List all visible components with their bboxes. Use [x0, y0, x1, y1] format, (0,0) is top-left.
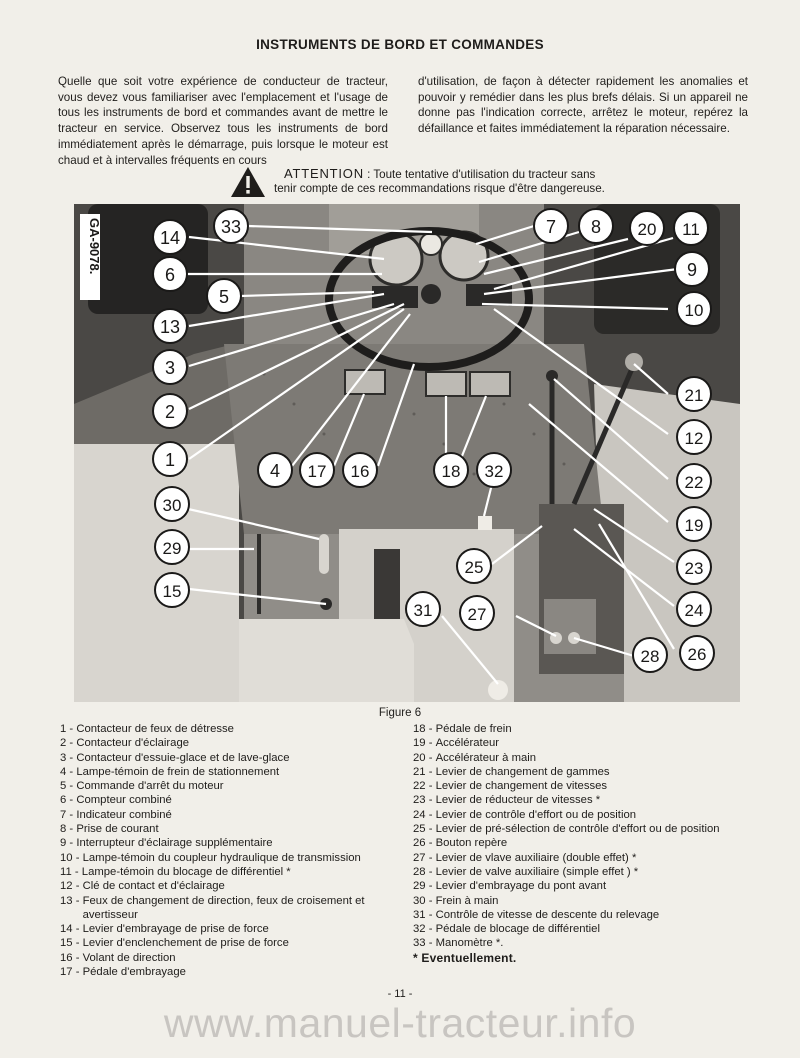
- intro-paragraph-right: d'utilisation, de façon à détecter rapidement les anomalies et pouvoir y remédier dans les plus brefs délais. Si un appareil ne donne pas l'indication correcte, arrêtez le moteur, repérez la défaillance et faites immédiatement la réparation nécessaire.: [418, 75, 748, 136]
- callout-29: [155, 530, 189, 564]
- legend-item: 22 - Levier de changement de vitesses: [413, 780, 608, 793]
- legend-item: 9 - Interrupteur d'éclairage supplémentaire: [60, 837, 273, 850]
- legend-item: 30 - Frein à main: [413, 894, 499, 907]
- legend-item: 23 - Levier de réducteur de vitesses *: [413, 794, 601, 807]
- svg-text:18: 18: [441, 462, 461, 481]
- legend-note: * Eventuellement.: [413, 950, 517, 965]
- callout-8: [579, 209, 613, 243]
- callout-21: [677, 377, 711, 411]
- page-number: - 11 -: [387, 988, 413, 1000]
- left-fender: [74, 444, 239, 702]
- figure-caption: Figure 6: [378, 707, 422, 719]
- legend-item: 1 - Contacteur de feux de détresse: [60, 723, 234, 735]
- svg-text:12: 12: [684, 429, 704, 448]
- callout-3: [153, 350, 187, 384]
- callout-14: [153, 220, 187, 254]
- legend-item: 24 - Levier de contrôle d'effort ou de position: [413, 808, 637, 821]
- legend-item: 3 - Contacteur d'essuie-glace et de lave-glace: [60, 751, 290, 764]
- legend-item: 19 - Accélérateur: [413, 737, 500, 750]
- warning-line-1: [284, 166, 595, 181]
- svg-text:27: 27: [467, 605, 487, 624]
- callout-22: [677, 464, 711, 498]
- legend-item: 28 - Levier de valve auxiliaire (simple effet ) *: [413, 865, 639, 878]
- pressure-gauge: [420, 233, 442, 255]
- svg-text:14: 14: [159, 228, 181, 248]
- legend-item: 25 - Levier de pré-sélection de contrôle d'effort ou de position: [413, 823, 720, 836]
- svg-text:25: 25: [464, 558, 484, 577]
- svg-text:32: 32: [484, 462, 504, 481]
- svg-text:1: 1: [164, 450, 176, 470]
- left-tyre: [88, 204, 208, 314]
- legend-item: 4 - Lampe-témoin de frein de stationnement: [60, 765, 280, 778]
- svg-text:23: 23: [684, 559, 704, 578]
- warning-icon: [230, 166, 266, 198]
- legend-item: 18 - Pédale de frein: [413, 723, 512, 735]
- legend-item: 5 - Commande d'arrêt du moteur: [60, 780, 224, 793]
- legend-item: 26 - Bouton repère: [413, 837, 508, 850]
- legend-item: 29 - Levier d'embrayage du pont avant: [413, 880, 607, 893]
- callout-2: [153, 394, 187, 428]
- svg-text:5: 5: [218, 287, 230, 307]
- handbrake-lever: [319, 534, 329, 574]
- legend-item: 8 - Prise de courant: [60, 823, 159, 836]
- svg-text:2: 2: [164, 402, 176, 422]
- callout-6: [153, 257, 187, 291]
- legend-item: 11 - Lampe-témoin du blocage de différentiel *: [60, 865, 291, 878]
- legend-item: 14 - Levier d'embrayage de prise de force: [60, 923, 269, 936]
- callout-27: [460, 596, 494, 630]
- callout-30: [155, 487, 189, 521]
- svg-text:6: 6: [164, 265, 176, 285]
- callout-11: [674, 211, 708, 245]
- svg-text:4: 4: [269, 461, 281, 481]
- warning-line-2: tenir compte de ces recommandations risque d'être dangereuse.: [274, 182, 605, 195]
- svg-text:16: 16: [350, 462, 370, 481]
- svg-text:7: 7: [545, 217, 557, 237]
- svg-text:33: 33: [220, 217, 242, 237]
- legend-list-right: [413, 722, 758, 965]
- legend-item: 16 - Volant de direction: [60, 951, 176, 964]
- watermark: www.manuel-tracteur.info: [163, 1000, 637, 1046]
- legend-item: 12 - Clé de contact et d'éclairage: [60, 880, 225, 893]
- svg-text:28: 28: [640, 647, 660, 666]
- callout-1: [153, 442, 187, 476]
- callout-17: [300, 453, 334, 487]
- svg-text:22: 22: [684, 473, 704, 492]
- svg-text:9: 9: [686, 260, 698, 280]
- callout-26: [680, 636, 714, 670]
- callout-16: [343, 453, 377, 487]
- diff-lock-pedal: [478, 516, 492, 530]
- svg-text:31: 31: [413, 601, 433, 620]
- svg-text:15: 15: [162, 582, 182, 601]
- callout-23: [677, 550, 711, 584]
- callout-15: [155, 573, 189, 607]
- svg-text:20: 20: [637, 220, 657, 239]
- legend-item: 27 - Levier de vlave auxiliaire (double effet) *: [413, 851, 637, 864]
- svg-text:19: 19: [684, 516, 704, 535]
- callout-9: [675, 252, 709, 286]
- callout-24: [677, 592, 711, 626]
- callout-28: [633, 638, 667, 672]
- callout-32: [477, 453, 511, 487]
- callout-31: [406, 592, 440, 626]
- callout-25: [457, 549, 491, 583]
- warning-label: ATTENTION: [284, 166, 364, 181]
- svg-text:21: 21: [684, 386, 704, 405]
- legend-item: 33 - Manomètre *.: [413, 937, 504, 950]
- legend-item: 20 - Accélérateur à main: [413, 751, 537, 764]
- brake-pedal-right: [470, 372, 510, 396]
- callout-7: [534, 209, 568, 243]
- brake-pedal-left: [426, 372, 466, 396]
- callout-12: [677, 420, 711, 454]
- svg-text:30: 30: [162, 496, 182, 515]
- figure-code: GA-9078.: [87, 218, 102, 275]
- callout-20: [630, 211, 664, 245]
- legend-item: 21 - Levier de changement de gammes: [413, 765, 610, 778]
- svg-text:10: 10: [684, 301, 704, 320]
- svg-text:3: 3: [164, 358, 176, 378]
- callout-10: [677, 292, 711, 326]
- svg-text:29: 29: [162, 539, 182, 558]
- legend-item: 17 - Pédale d'embrayage: [60, 966, 186, 979]
- callout-4: [258, 453, 292, 487]
- legend-item: 32 - Pédale de blocage de différentiel: [413, 923, 600, 936]
- callout-18: [434, 453, 468, 487]
- callout-5: [207, 279, 241, 313]
- warning-text-1: : Toute tentative d'utilisation du tracteur sans: [363, 168, 596, 181]
- legend-item: 10 - Lampe-témoin du coupleur hydraulique de transmission: [60, 851, 361, 864]
- callout-13: [153, 309, 187, 343]
- intro-paragraph-left: Quelle que soit votre expérience de conducteur de tracteur, vous devez vous familiariser avec l'emplacement et l'usage de tous les instruments de bord et commandes avant de mettre le tracteur en service. Observez tous les instruments de bord immédiatement après le démarrage, puis lorsque le moteur est chaud et à intervalles fréquents en cours: [58, 75, 388, 167]
- page-title: INSTRUMENTS DE BORD ET COMMANDES: [256, 37, 544, 52]
- svg-text:24: 24: [684, 601, 704, 620]
- svg-text:17: 17: [307, 462, 327, 481]
- legend-item: 13 - Feux de changement de direction, feux de croisement et avertisseur: [60, 894, 365, 921]
- svg-text:13: 13: [159, 317, 181, 337]
- svg-text:8: 8: [590, 217, 602, 237]
- legend-item: 2 - Contacteur d'éclairage: [60, 737, 190, 750]
- svg-text:11: 11: [682, 220, 700, 239]
- legend-item: 15 - Levier d'enclenchement de prise de force: [60, 937, 289, 950]
- cockpit-figure: [74, 204, 740, 702]
- legend-item: 31 - Contrôle de vitesse de descente du relevage: [413, 908, 660, 921]
- svg-text:26: 26: [687, 645, 707, 664]
- warning-block: [230, 166, 650, 206]
- callout-33: [214, 209, 248, 243]
- legend-item: 6 - Compteur combiné: [60, 794, 172, 807]
- legend-item: 7 - Indicateur combiné: [60, 808, 172, 821]
- callout-19: [677, 507, 711, 541]
- legend-list-left: [60, 722, 405, 979]
